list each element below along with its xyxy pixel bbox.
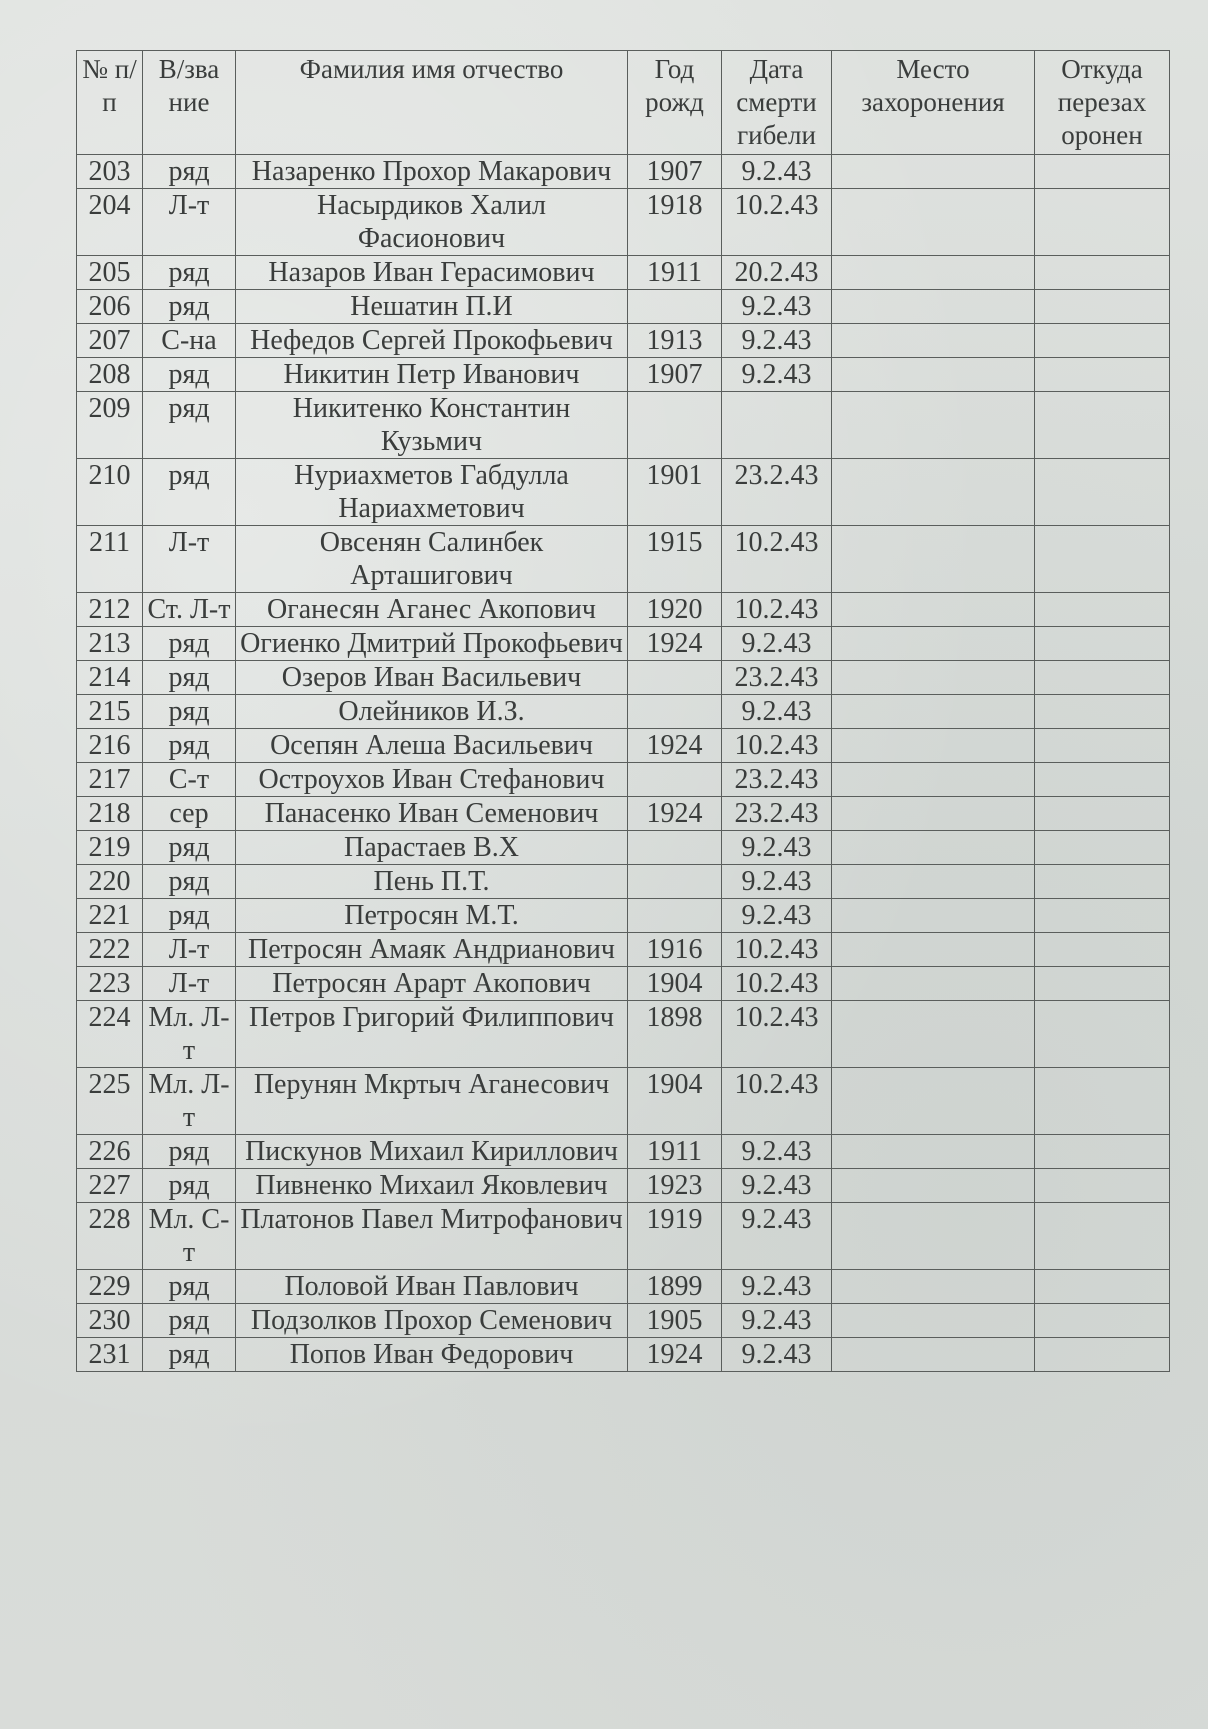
cell-place	[832, 933, 1035, 967]
table-row	[77, 695, 1170, 729]
cell-rank: сер	[143, 797, 236, 831]
cell-year: 1899	[628, 1270, 722, 1304]
table-row	[77, 1270, 1170, 1304]
cell-from	[1035, 593, 1170, 627]
cell-date: 9.2.43	[722, 1169, 832, 1203]
cell-year: 1924	[628, 1338, 722, 1372]
cell-date: 9.2.43	[722, 695, 832, 729]
table-row	[77, 899, 1170, 933]
cell-name: Никитенко Константин Кузьмич	[236, 392, 628, 459]
cell-from	[1035, 899, 1170, 933]
cell-date	[722, 392, 832, 459]
table-row	[77, 358, 1170, 392]
cell-place	[832, 865, 1035, 899]
cell-name: Петросян М.Т.	[236, 899, 628, 933]
cell-name: Овсенян Салинбек Арташигович	[236, 526, 628, 593]
cell-place	[832, 358, 1035, 392]
cell-year: 1920	[628, 593, 722, 627]
cell-year	[628, 865, 722, 899]
cell-date: 10.2.43	[722, 526, 832, 593]
cell-name: Попов Иван Федорович	[236, 1338, 628, 1372]
cell-date: 10.2.43	[722, 1068, 832, 1135]
cell-num: 217	[77, 763, 143, 797]
cell-place	[832, 593, 1035, 627]
cell-rank: ряд	[143, 1169, 236, 1203]
cell-from	[1035, 797, 1170, 831]
cell-num: 211	[77, 526, 143, 593]
cell-date: 10.2.43	[722, 1001, 832, 1068]
cell-name: Назаренко Прохор Макарович	[236, 155, 628, 189]
header-num: № п/п	[77, 51, 143, 155]
cell-name: Остроухов Иван Стефанович	[236, 763, 628, 797]
cell-rank: ряд	[143, 627, 236, 661]
cell-place	[832, 1169, 1035, 1203]
cell-rank: Ст. Л-т	[143, 593, 236, 627]
table-row	[77, 729, 1170, 763]
cell-from	[1035, 729, 1170, 763]
table-row	[77, 1068, 1170, 1135]
cell-place	[832, 1203, 1035, 1270]
cell-year: 1916	[628, 933, 722, 967]
cell-name: Пискунов Михаил Кириллович	[236, 1135, 628, 1169]
cell-date: 23.2.43	[722, 797, 832, 831]
cell-name: Половой Иван Павлович	[236, 1270, 628, 1304]
table-row	[77, 1169, 1170, 1203]
cell-year	[628, 661, 722, 695]
cell-from	[1035, 1338, 1170, 1372]
cell-rank: ряд	[143, 1338, 236, 1372]
cell-place	[832, 627, 1035, 661]
cell-num: 226	[77, 1135, 143, 1169]
cell-year: 1911	[628, 1135, 722, 1169]
cell-rank: ряд	[143, 358, 236, 392]
cell-rank: Л-т	[143, 967, 236, 1001]
header-place: Место захоронения	[832, 51, 1035, 155]
cell-place	[832, 189, 1035, 256]
table-row	[77, 627, 1170, 661]
cell-place	[832, 797, 1035, 831]
cell-place	[832, 729, 1035, 763]
cell-num: 204	[77, 189, 143, 256]
table-row	[77, 459, 1170, 526]
cell-date: 9.2.43	[722, 358, 832, 392]
cell-rank: ряд	[143, 290, 236, 324]
burial-roster-table	[76, 50, 1170, 1372]
table-row	[77, 1304, 1170, 1338]
cell-rank: Л-т	[143, 526, 236, 593]
cell-date: 9.2.43	[722, 155, 832, 189]
cell-rank: Мл. Л-т	[143, 1001, 236, 1068]
cell-from	[1035, 1068, 1170, 1135]
header-name: Фамилия имя отчество	[236, 51, 628, 155]
cell-rank: ряд	[143, 831, 236, 865]
cell-place	[832, 290, 1035, 324]
cell-num: 214	[77, 661, 143, 695]
cell-place	[832, 695, 1035, 729]
cell-from	[1035, 865, 1170, 899]
cell-from	[1035, 189, 1170, 256]
cell-place	[832, 967, 1035, 1001]
cell-from	[1035, 661, 1170, 695]
cell-num: 216	[77, 729, 143, 763]
cell-from	[1035, 1169, 1170, 1203]
cell-from	[1035, 695, 1170, 729]
cell-rank: ряд	[143, 1135, 236, 1169]
cell-name: Осепян Алеша Васильевич	[236, 729, 628, 763]
cell-num: 207	[77, 324, 143, 358]
cell-place	[832, 1270, 1035, 1304]
cell-place	[832, 831, 1035, 865]
cell-num: 224	[77, 1001, 143, 1068]
cell-place	[832, 392, 1035, 459]
table-row	[77, 661, 1170, 695]
cell-from	[1035, 763, 1170, 797]
cell-date: 23.2.43	[722, 763, 832, 797]
cell-year: 1904	[628, 967, 722, 1001]
cell-rank: ряд	[143, 256, 236, 290]
cell-name: Платонов Павел Митрофанович	[236, 1203, 628, 1270]
table-row	[77, 256, 1170, 290]
cell-date: 10.2.43	[722, 189, 832, 256]
cell-year: 1907	[628, 358, 722, 392]
cell-num: 221	[77, 899, 143, 933]
cell-name: Перунян Мкртыч Аганесович	[236, 1068, 628, 1135]
cell-date: 9.2.43	[722, 1270, 832, 1304]
header-from: Откуда перезах оронен	[1035, 51, 1170, 155]
cell-year: 1915	[628, 526, 722, 593]
cell-num: 215	[77, 695, 143, 729]
cell-date: 9.2.43	[722, 627, 832, 661]
cell-name: Парастаев В.Х	[236, 831, 628, 865]
cell-name: Подзолков Прохор Семенович	[236, 1304, 628, 1338]
header-row	[77, 51, 1170, 155]
cell-rank: Л-т	[143, 189, 236, 256]
table-row	[77, 155, 1170, 189]
cell-num: 229	[77, 1270, 143, 1304]
cell-num: 228	[77, 1203, 143, 1270]
cell-name: Огиенко Дмитрий Прокофьевич	[236, 627, 628, 661]
cell-from	[1035, 256, 1170, 290]
cell-from	[1035, 358, 1170, 392]
cell-date: 20.2.43	[722, 256, 832, 290]
cell-rank: ряд	[143, 1304, 236, 1338]
cell-from	[1035, 933, 1170, 967]
cell-num: 222	[77, 933, 143, 967]
table-row	[77, 933, 1170, 967]
cell-name: Петросян Арарт Акопович	[236, 967, 628, 1001]
cell-num: 227	[77, 1169, 143, 1203]
cell-from	[1035, 155, 1170, 189]
cell-from	[1035, 526, 1170, 593]
table-row	[77, 189, 1170, 256]
table-row	[77, 1001, 1170, 1068]
cell-rank: С-т	[143, 763, 236, 797]
header-rank: В/зва ние	[143, 51, 236, 155]
cell-date: 10.2.43	[722, 729, 832, 763]
cell-name: Пень П.Т.	[236, 865, 628, 899]
cell-year: 1918	[628, 189, 722, 256]
cell-name: Панасенко Иван Семенович	[236, 797, 628, 831]
cell-year: 1919	[628, 1203, 722, 1270]
cell-place	[832, 1304, 1035, 1338]
cell-year	[628, 899, 722, 933]
cell-name: Никитин Петр Иванович	[236, 358, 628, 392]
cell-num: 225	[77, 1068, 143, 1135]
table-row	[77, 1203, 1170, 1270]
cell-year: 1923	[628, 1169, 722, 1203]
cell-place	[832, 661, 1035, 695]
table-row	[77, 593, 1170, 627]
cell-year: 1913	[628, 324, 722, 358]
cell-date: 10.2.43	[722, 967, 832, 1001]
cell-place	[832, 1001, 1035, 1068]
cell-rank: Мл. С-т	[143, 1203, 236, 1270]
cell-date: 9.2.43	[722, 324, 832, 358]
table-row	[77, 763, 1170, 797]
cell-date: 23.2.43	[722, 661, 832, 695]
cell-year: 1911	[628, 256, 722, 290]
cell-name: Нефедов Сергей Прокофьевич	[236, 324, 628, 358]
cell-place	[832, 1135, 1035, 1169]
cell-year	[628, 392, 722, 459]
cell-name: Пивненко Михаил Яковлевич	[236, 1169, 628, 1203]
cell-from	[1035, 1270, 1170, 1304]
cell-year: 1905	[628, 1304, 722, 1338]
cell-from	[1035, 1203, 1170, 1270]
cell-name: Петров Григорий Филиппович	[236, 1001, 628, 1068]
cell-rank: ряд	[143, 459, 236, 526]
cell-name: Петросян Амаяк Андрианович	[236, 933, 628, 967]
cell-year: 1901	[628, 459, 722, 526]
cell-name: Нешатин П.И	[236, 290, 628, 324]
cell-num: 203	[77, 155, 143, 189]
cell-year: 1904	[628, 1068, 722, 1135]
table-row	[77, 831, 1170, 865]
table-row	[77, 526, 1170, 593]
cell-date: 10.2.43	[722, 933, 832, 967]
cell-date: 9.2.43	[722, 1338, 832, 1372]
cell-year: 1924	[628, 627, 722, 661]
cell-date: 10.2.43	[722, 593, 832, 627]
cell-num: 205	[77, 256, 143, 290]
cell-year: 1907	[628, 155, 722, 189]
cell-date: 9.2.43	[722, 865, 832, 899]
table-row	[77, 967, 1170, 1001]
cell-from	[1035, 831, 1170, 865]
table-row	[77, 865, 1170, 899]
cell-date: 9.2.43	[722, 1304, 832, 1338]
cell-year	[628, 831, 722, 865]
cell-place	[832, 526, 1035, 593]
cell-num: 218	[77, 797, 143, 831]
table-row	[77, 324, 1170, 358]
cell-num: 219	[77, 831, 143, 865]
table-row	[77, 290, 1170, 324]
cell-name: Назаров Иван Герасимович	[236, 256, 628, 290]
cell-num: 212	[77, 593, 143, 627]
cell-year	[628, 763, 722, 797]
cell-name: Олейников И.З.	[236, 695, 628, 729]
cell-from	[1035, 627, 1170, 661]
cell-date: 23.2.43	[722, 459, 832, 526]
table-row	[77, 1135, 1170, 1169]
cell-date: 9.2.43	[722, 1135, 832, 1169]
cell-name: Насырдиков Халил Фасионович	[236, 189, 628, 256]
cell-num: 231	[77, 1338, 143, 1372]
cell-name: Озеров Иван Васильевич	[236, 661, 628, 695]
cell-rank: Мл. Л-т	[143, 1068, 236, 1135]
cell-rank: ряд	[143, 155, 236, 189]
cell-from	[1035, 324, 1170, 358]
cell-year	[628, 695, 722, 729]
cell-from	[1035, 290, 1170, 324]
table-row	[77, 1338, 1170, 1372]
cell-name: Нуриахметов Габдулла Нариахметович	[236, 459, 628, 526]
cell-year: 1898	[628, 1001, 722, 1068]
cell-place	[832, 459, 1035, 526]
cell-date: 9.2.43	[722, 290, 832, 324]
cell-from	[1035, 1001, 1170, 1068]
cell-num: 209	[77, 392, 143, 459]
cell-num: 210	[77, 459, 143, 526]
cell-rank: ряд	[143, 392, 236, 459]
cell-place	[832, 899, 1035, 933]
cell-rank: ряд	[143, 1270, 236, 1304]
cell-from	[1035, 392, 1170, 459]
cell-num: 230	[77, 1304, 143, 1338]
header-year: Год рожд	[628, 51, 722, 155]
cell-rank: С-на	[143, 324, 236, 358]
cell-rank: ряд	[143, 695, 236, 729]
cell-num: 220	[77, 865, 143, 899]
cell-from	[1035, 967, 1170, 1001]
cell-place	[832, 1338, 1035, 1372]
cell-date: 9.2.43	[722, 899, 832, 933]
cell-year	[628, 290, 722, 324]
cell-rank: ряд	[143, 899, 236, 933]
cell-place	[832, 155, 1035, 189]
cell-rank: ряд	[143, 661, 236, 695]
cell-name: Оганесян Аганес Акопович	[236, 593, 628, 627]
table-row	[77, 797, 1170, 831]
cell-num: 223	[77, 967, 143, 1001]
cell-from	[1035, 459, 1170, 526]
roster-body	[77, 155, 1170, 1372]
cell-date: 9.2.43	[722, 1203, 832, 1270]
cell-place	[832, 1068, 1035, 1135]
cell-num: 206	[77, 290, 143, 324]
cell-rank: Л-т	[143, 933, 236, 967]
cell-year: 1924	[628, 797, 722, 831]
cell-rank: ряд	[143, 729, 236, 763]
cell-place	[832, 763, 1035, 797]
cell-from	[1035, 1304, 1170, 1338]
cell-place	[832, 256, 1035, 290]
cell-place	[832, 324, 1035, 358]
cell-rank: ряд	[143, 865, 236, 899]
header-date: Дата смерти гибели	[722, 51, 832, 155]
table-row	[77, 392, 1170, 459]
cell-num: 213	[77, 627, 143, 661]
cell-date: 9.2.43	[722, 831, 832, 865]
cell-year: 1924	[628, 729, 722, 763]
cell-num: 208	[77, 358, 143, 392]
cell-from	[1035, 1135, 1170, 1169]
